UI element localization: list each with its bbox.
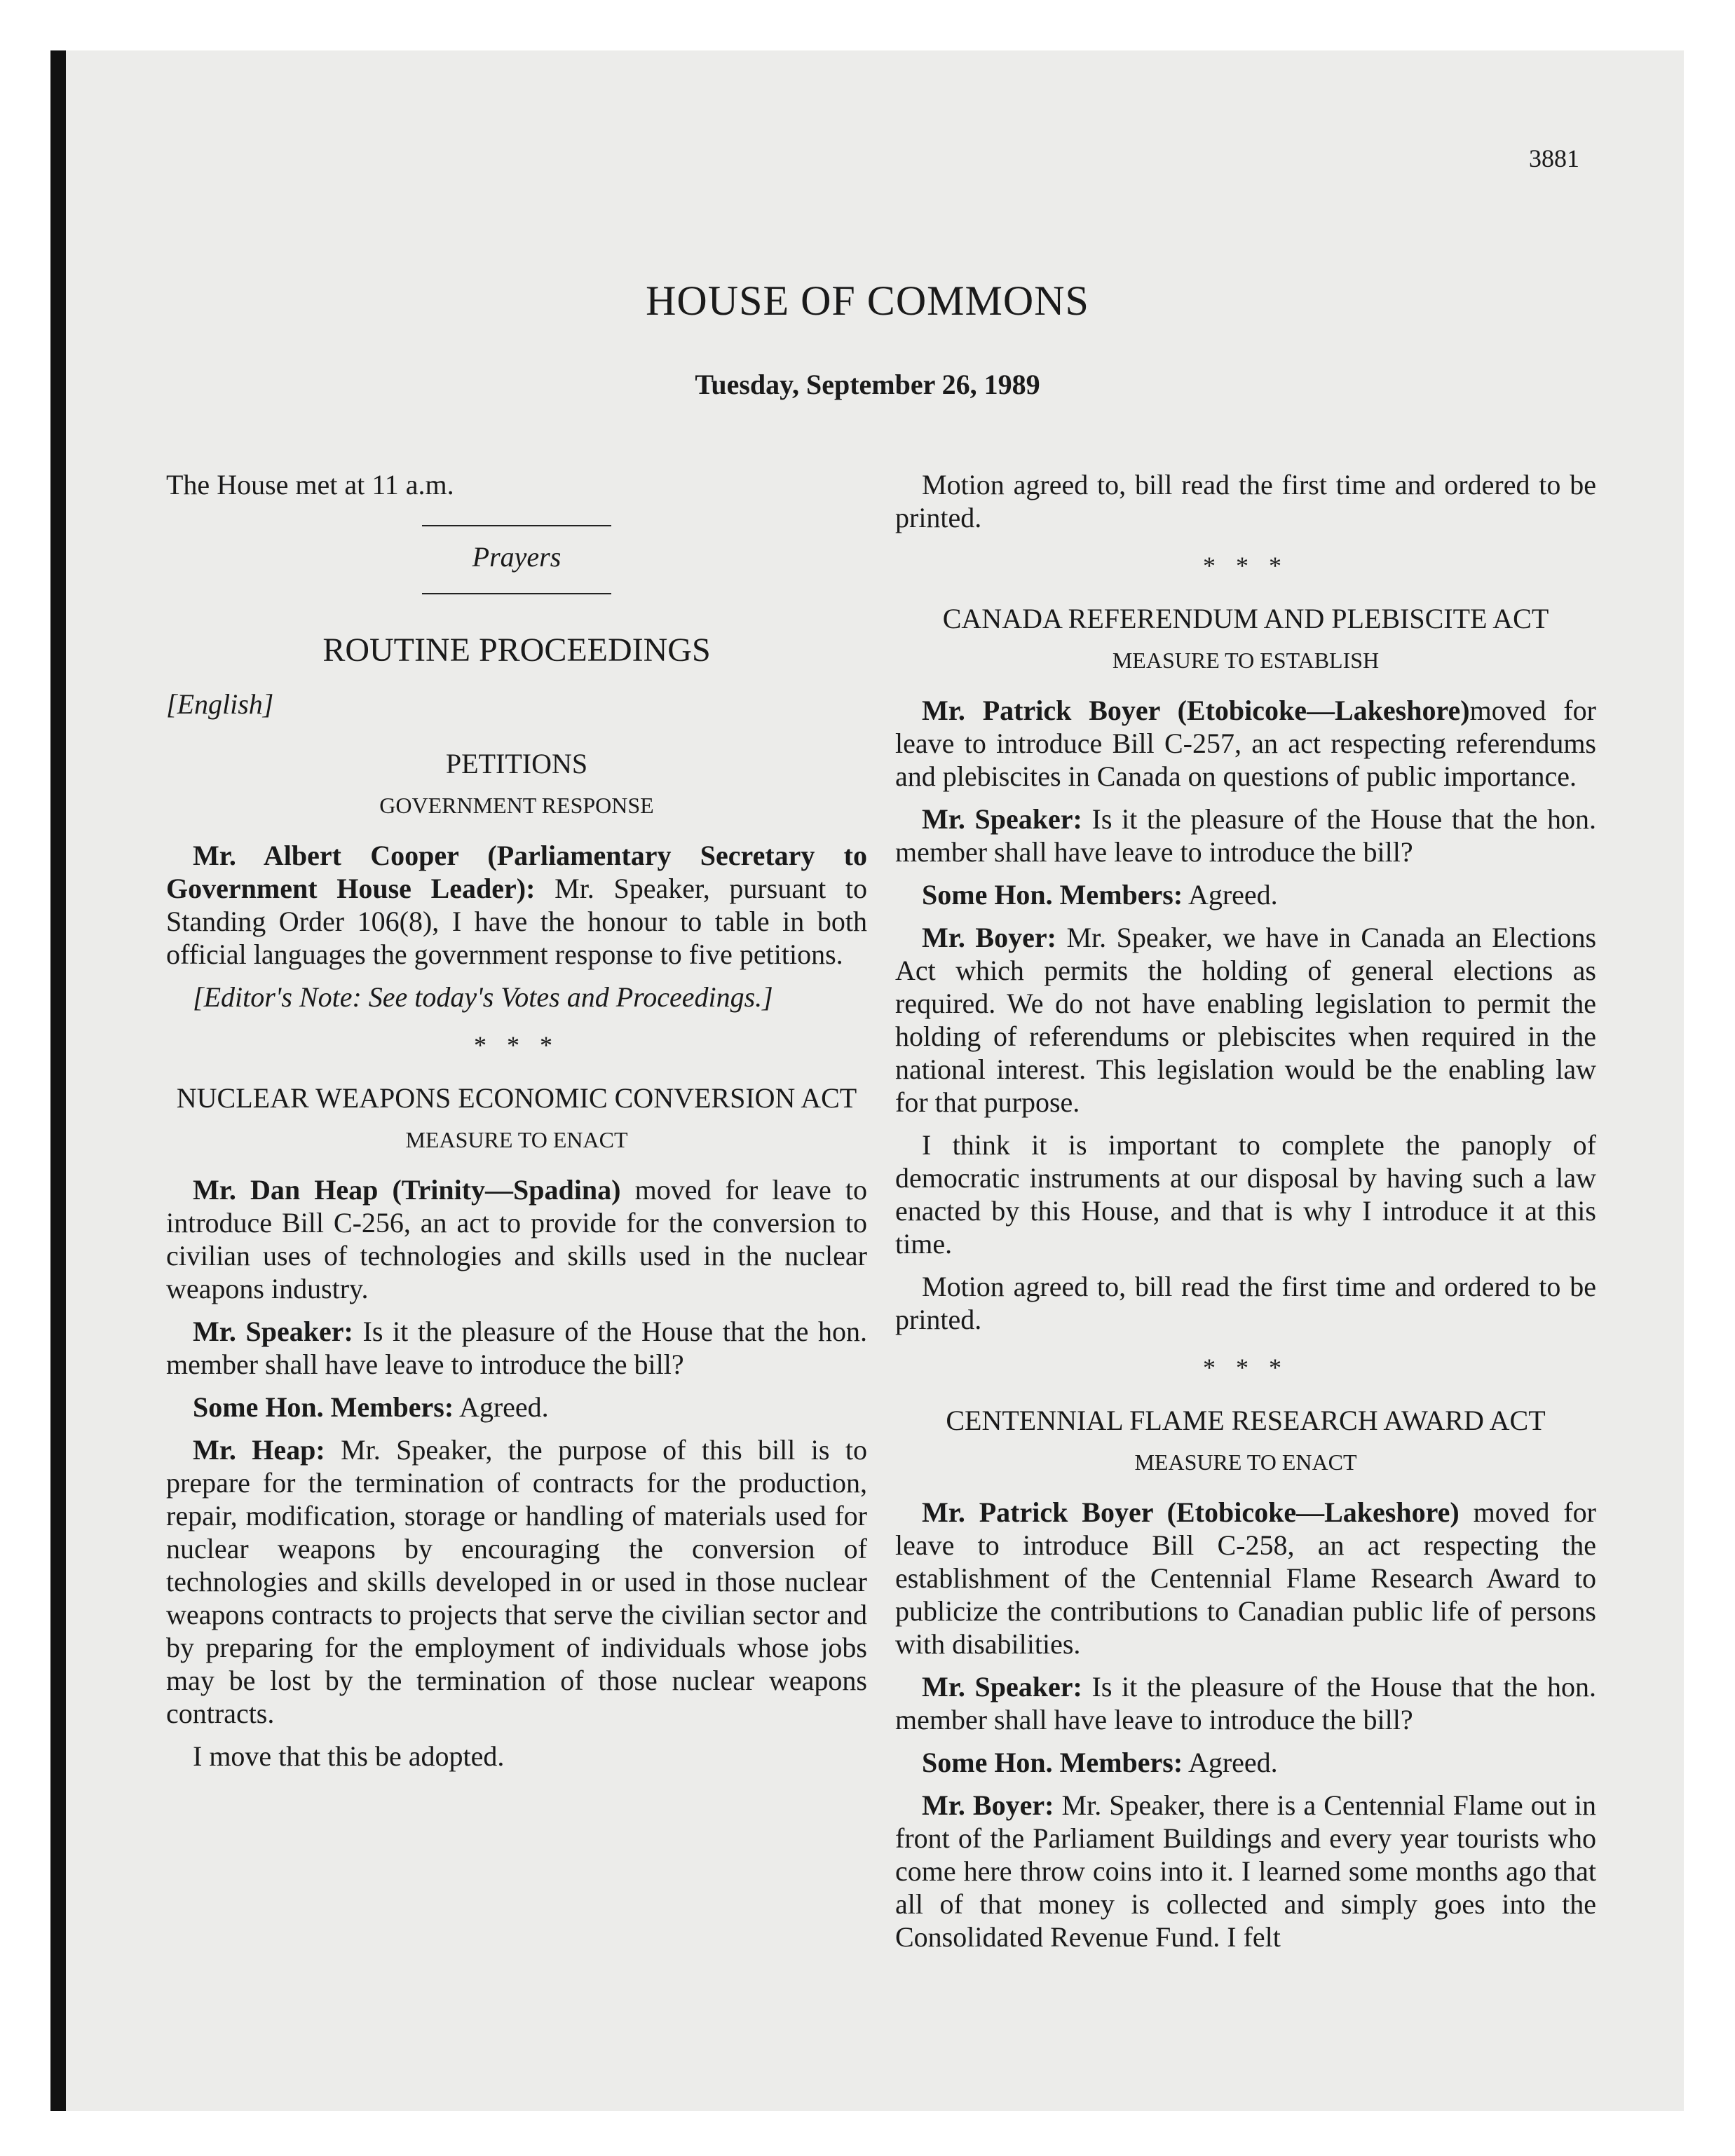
section-separator: * * *: [474, 1031, 559, 1059]
government-response-subheading: GOVERNMENT RESPONSE: [379, 793, 654, 818]
paragraph-members: [895, 878, 1596, 911]
divider-rule: [422, 525, 611, 526]
paragraph-boyer-speech: [895, 921, 1596, 1119]
speaker-name: Mr. Heap:: [193, 1434, 325, 1466]
paragraph-motion-agreed: Motion agreed to, bill read the first time and ordered to be printed.: [895, 469, 1596, 533]
paragraph-speaker: [895, 1670, 1596, 1736]
speech-text: Agreed.: [454, 1391, 549, 1423]
language-marker: [English]: [166, 688, 274, 720]
speech-text: Is it the pleasure of the House that the hon. member shall have leave to introduce the bill?: [895, 803, 1597, 868]
speaker-name: Mr. Speaker:: [922, 1671, 1082, 1703]
section-separator: * * *: [1203, 1353, 1288, 1381]
speech-text: Agreed.: [1183, 879, 1278, 910]
speaker-name: Mr. Speaker:: [193, 1316, 353, 1347]
speech-text: Mr. Speaker, pursuant to Standing Order 106(8), I have the honour to table in both official languages the government response to five petitions.: [166, 873, 867, 970]
nuclear-act-heading: NUCLEAR WEAPONS ECONOMIC CONVERSION ACT: [176, 1082, 857, 1114]
speech-text: Agreed.: [1183, 1747, 1278, 1778]
speech-text: Mr. Speaker, there is a Centennial Flame out in front of the Parliament Buildings and every year tourists who come here throw coins into it. I learned some months ago that all of that money is collected and simply goes into the Consolidated Revenue Fund. I felt: [895, 1789, 1596, 1953]
paragraph-members: [895, 1746, 1596, 1779]
speech-text: moved for leave to introduce Bill C-257, an act respecting referendums and plebiscites in Canada on questions of public importance.: [895, 695, 1596, 792]
speaker-name: Mr. Patrick Boyer (Etobicoke—Lakeshore): [922, 695, 1470, 726]
paragraph-move: I move that this be adopted.: [193, 1740, 505, 1772]
paragraph-cooper: [166, 839, 867, 971]
sitting-date: Tuesday, September 26, 1989: [695, 369, 1040, 400]
speech-text: Is it the pleasure of the House that the hon. member shall have leave to introduce the bill?: [166, 1316, 868, 1380]
speaker-name: Some Hon. Members:: [922, 1747, 1183, 1778]
speaker-name: Mr. Dan Heap (Trinity—Spadina): [193, 1174, 621, 1206]
paragraph-heap-motion: [166, 1173, 867, 1305]
measure-to-establish-subheading: MEASURE TO ESTABLISH: [1112, 648, 1380, 673]
speech-text: moved for leave to introduce Bill C-258, an act respecting the establishment of the Centennial Flame Research Award to publicize the contributions to Canadian public life of persons with disabilities.: [895, 1496, 1596, 1660]
paragraph-boyer-flame: [895, 1789, 1596, 1953]
measure-to-enact-subheading: MEASURE TO ENACT: [405, 1127, 628, 1152]
paragraph-speaker: [895, 803, 1596, 868]
paragraph-motion-agreed: Motion agreed to, bill read the first time and ordered to be printed.: [895, 1271, 1596, 1335]
speaker-name: Some Hon. Members:: [193, 1391, 454, 1423]
speech-text: Is it the pleasure of the House that the hon. member shall have leave to introduce the bill?: [895, 1671, 1597, 1735]
editor-note: [Editor's Note: See today's Votes and Proceedings.]: [193, 981, 773, 1013]
petitions-heading: PETITIONS: [445, 748, 588, 779]
section-separator: * * *: [1203, 552, 1288, 580]
scan-edge-bar: [50, 50, 66, 2111]
speaker-name: Mr. Boyer:: [922, 1789, 1054, 1821]
speech-text: Mr. Speaker, the purpose of this bill is to prepare for the termination of contracts for the production, repair, modification, storage or handling of materials used for nuclear weapons by encouraging the conversion of technologies and skills developed in or used in those nuclear weapons contracts to projects that serve the civilian sector and by preparing for the employment of individuals whose jobs may be lost by the termination of those nuclear weapons contracts.: [166, 1434, 867, 1729]
paragraph-members: [166, 1391, 867, 1424]
paragraph-heap-speech: [166, 1433, 867, 1730]
divider-rule: [422, 593, 611, 594]
house-met-line: The House met at 11 a.m.: [166, 469, 454, 500]
measure-to-enact-subheading: MEASURE TO ENACT: [1134, 1449, 1357, 1475]
right-column: [895, 468, 1596, 1963]
prayers-heading: Prayers: [472, 541, 562, 573]
paragraph-boyer-think: I think it is important to complete the panoply of democratic instruments at our disposal by having such a law enacted by this House, and that is why I introduce it at this time.: [895, 1129, 1596, 1260]
speaker-name: Mr. Albert Cooper (Parliamentary Secretary to Government House Leader):: [166, 840, 867, 904]
routine-proceedings-heading: ROUTINE PROCEEDINGS: [322, 632, 711, 669]
paragraph-boyer-motion: [895, 694, 1596, 793]
paragraph-speaker: [166, 1315, 867, 1381]
referendum-act-heading: CANADA REFERENDUM AND PLEBISCITE ACT: [942, 603, 1549, 634]
speaker-name: Mr. Speaker:: [922, 803, 1082, 835]
speech-text: moved for leave to introduce Bill C-256, an act to provide for the conversion to civilian uses of technologies and skills used in the nuclear weapons industry.: [166, 1174, 868, 1304]
flame-act-heading: CENTENNIAL FLAME RESEARCH AWARD ACT: [946, 1405, 1546, 1436]
speaker-name: Mr. Boyer:: [922, 922, 1056, 953]
speech-text: Mr. Speaker, we have in Canada an Elections Act which permits the holding of general elections as required. We do not have enabling legislation to permit the holding of referendums or plebiscites when required in the national interest. This legislation would be the enabling law for that purpose.: [895, 922, 1597, 1118]
page-title: HOUSE OF COMMONS: [646, 278, 1089, 324]
page-number: 3881: [1529, 144, 1579, 172]
paragraph-boyer-motion: [895, 1496, 1596, 1660]
left-column: [166, 468, 867, 1782]
speaker-name: Some Hon. Members:: [922, 879, 1183, 910]
speaker-name: Mr. Patrick Boyer (Etobicoke—Lakeshore): [922, 1496, 1460, 1528]
